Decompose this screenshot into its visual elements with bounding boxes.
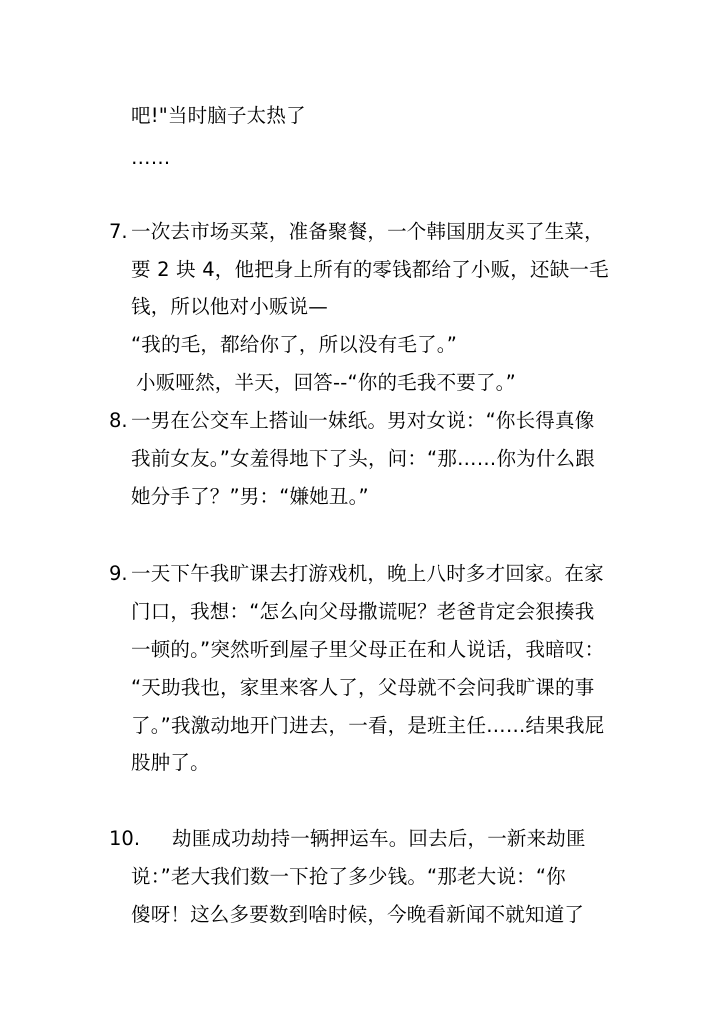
- joke-9-line-5: 了。”我激动地开门进去，一看，是班主任……结果我屁: [131, 714, 605, 737]
- joke-9-line-4: “天助我也，家里来客人了，父母就不会问我旷课的事: [131, 676, 595, 699]
- joke-7-line-1: 一次去市场买菜，准备聚餐，一个韩国朋友买了生菜，: [131, 220, 604, 243]
- joke-9-line-1: 一天下午我旷课去打游戏机，晚上八时多才回家。在家: [131, 562, 604, 585]
- joke-7-line-4: “我的毛，都给你了，所以没有毛了。”: [131, 333, 458, 356]
- joke-7-line-2: 要 2 块 4，他把身上所有的零钱都给了小贩，还缺一毛: [131, 258, 609, 281]
- joke-8-line-1: 一男在公交车上搭讪一妹纸。男对女说：“你长得真像: [131, 409, 595, 432]
- intro-line-2: ……: [131, 146, 171, 169]
- joke-7-line-3: 钱，所以他对小贩说—: [131, 295, 329, 318]
- intro-line-1: 吧!"当时脑子太热了: [131, 104, 306, 127]
- joke-8-line-3: 她分手了？”男：“嫌她丑。”: [131, 485, 369, 508]
- joke-8-line-2: 我前女友。”女羞得地下了头，问：“那……你为什么跟: [131, 447, 595, 470]
- joke-7-line-5: 小贩哑然，半天，回答--“你的毛我不要了。”: [136, 371, 516, 394]
- joke-9-line-6: 股肿了。: [131, 751, 210, 774]
- joke-7-number: 7.: [109, 220, 128, 243]
- joke-9-number: 9.: [109, 562, 128, 585]
- joke-9-line-2: 门口，我想：“怎么向父母撒谎呢？老爸肯定会狠揍我: [131, 600, 595, 623]
- joke-10-number: 10.: [109, 827, 141, 850]
- joke-8-number: 8.: [109, 409, 128, 432]
- joke-10-line-2: 说：”老大我们数一下抢了多少钱。“那老大说：“你: [131, 865, 566, 888]
- joke-10-line-1: 劫匪成功劫持一辆押运车。回去后，一新来劫匪: [172, 827, 586, 850]
- joke-10-line-3: 傻呀！这么多要数到啥时候，今晚看新闻不就知道了: [131, 903, 585, 926]
- joke-9-line-3: 一顿的。”突然听到屋子里父母正在和人说话，我暗叹：: [131, 638, 605, 661]
